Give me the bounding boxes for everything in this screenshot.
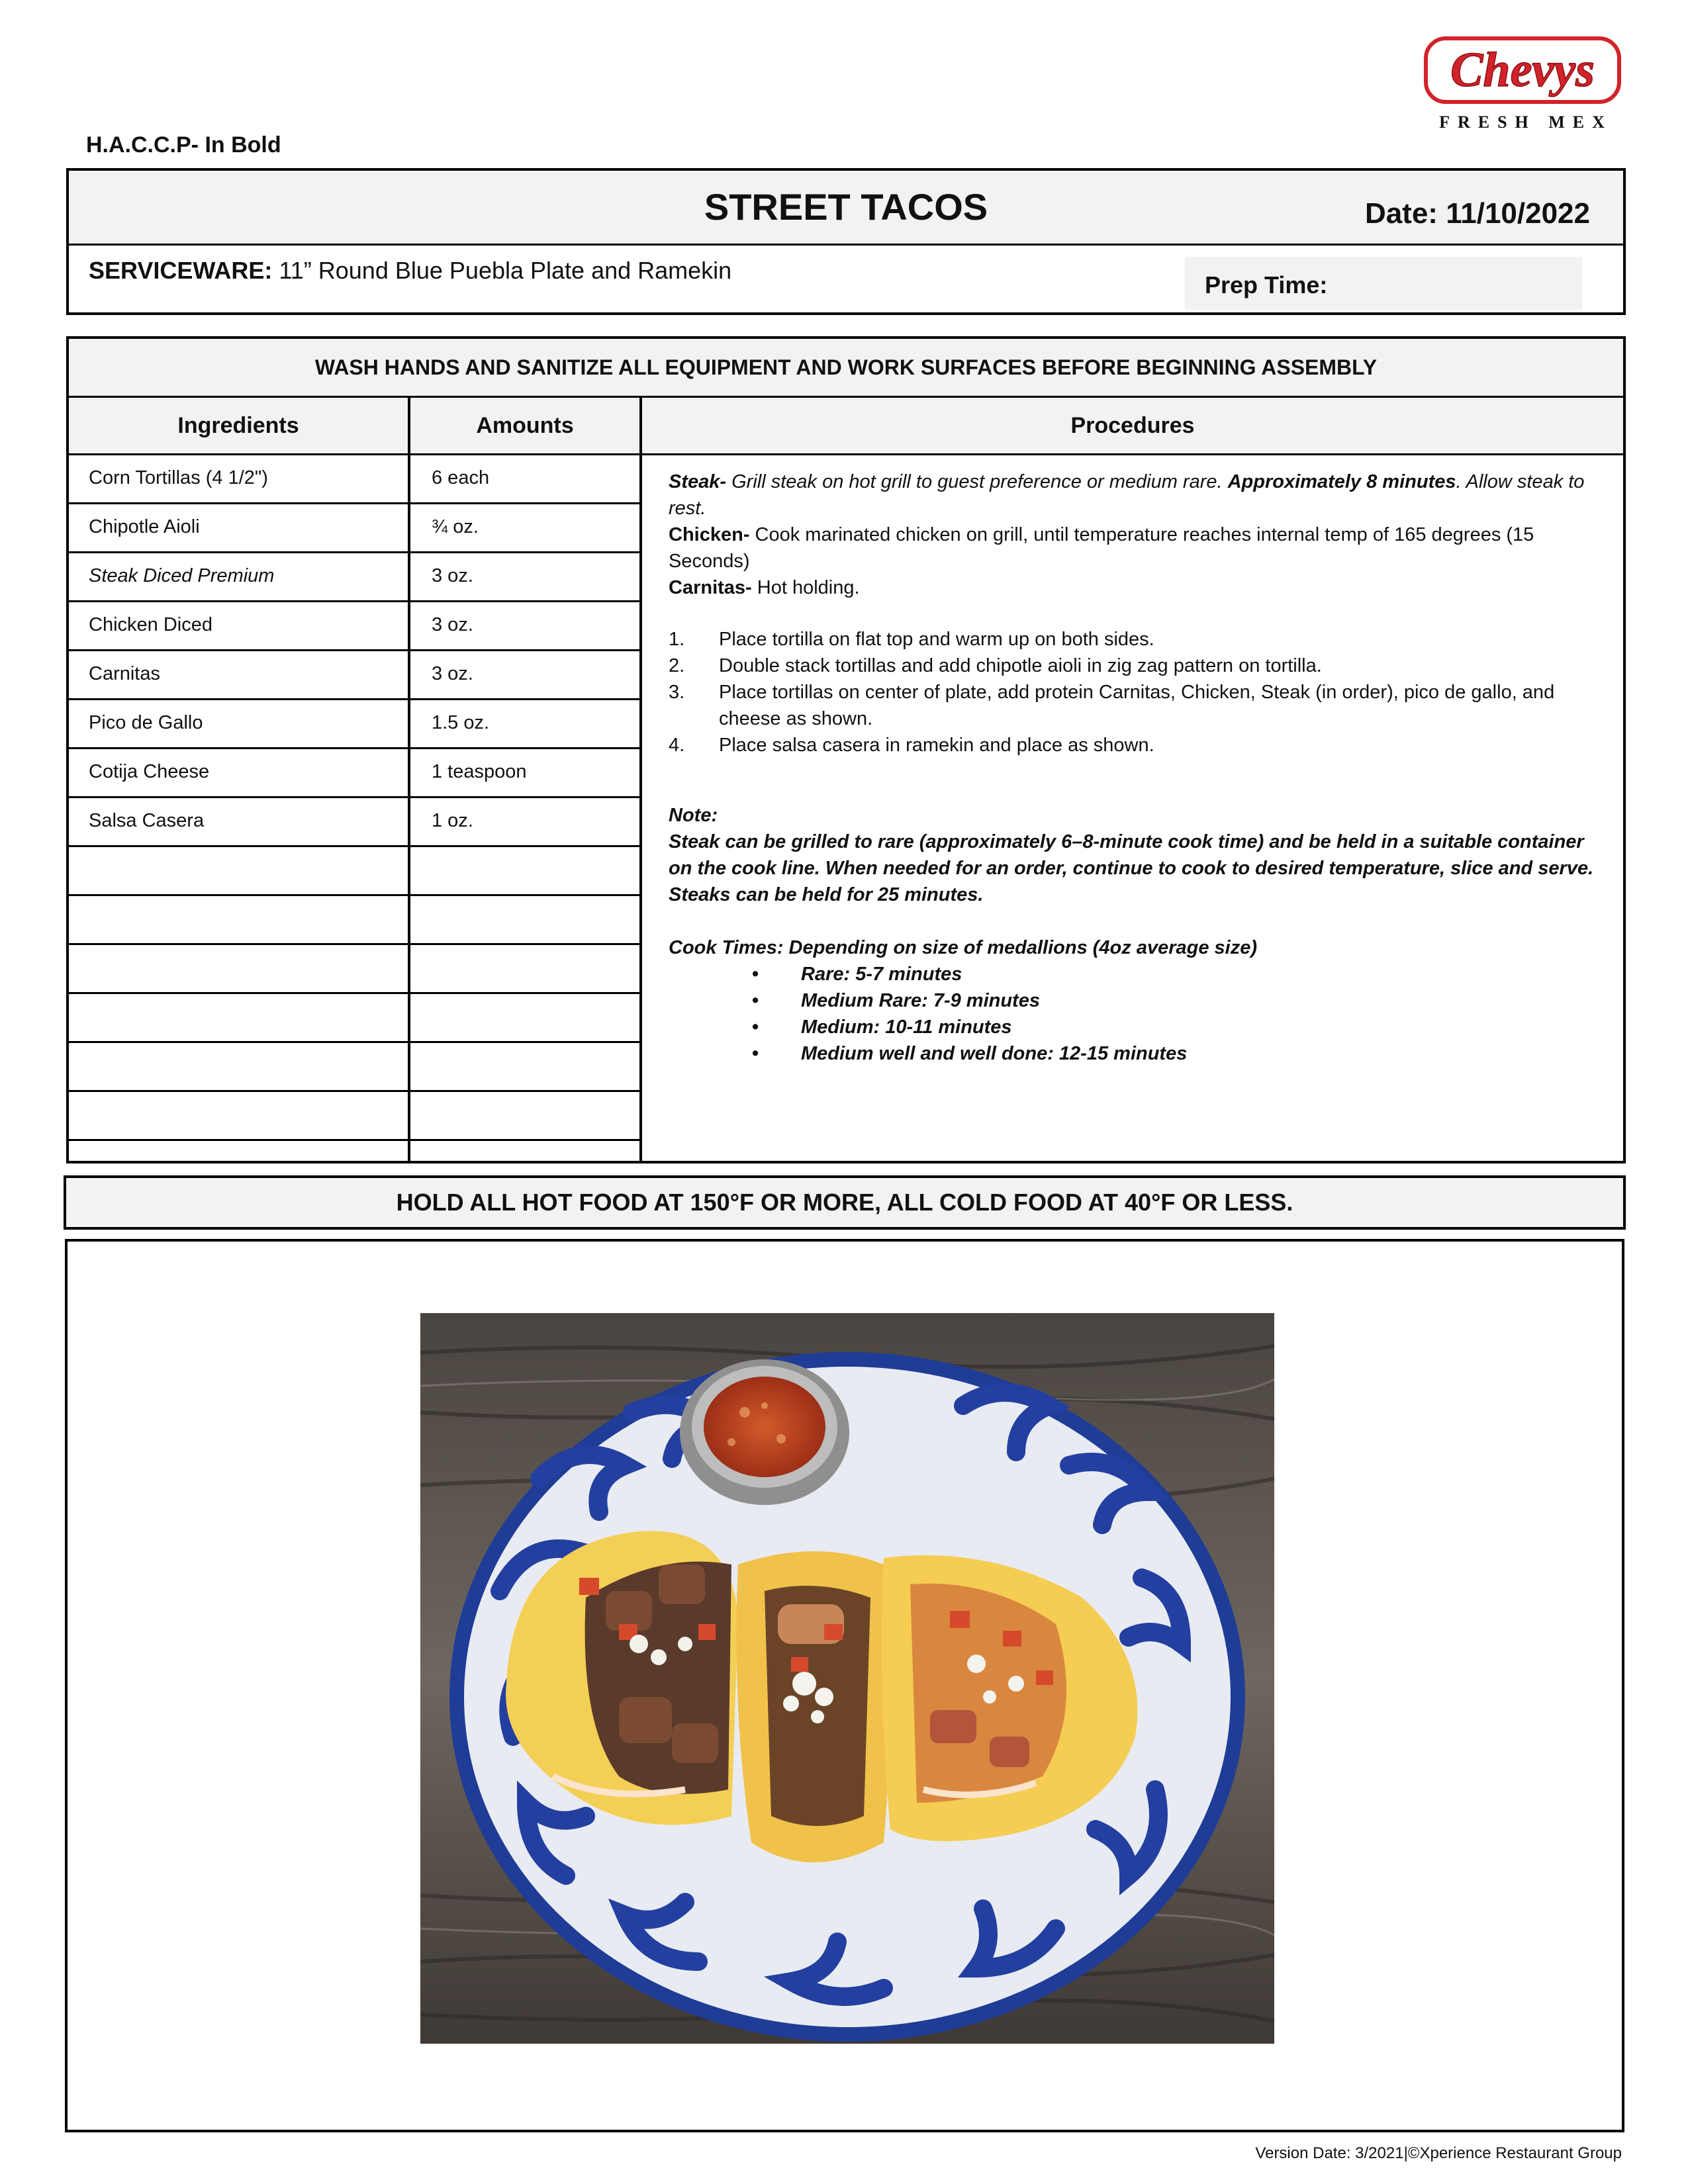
date	[1365, 197, 1590, 230]
cook-time-text: Medium well and well done: 12-15 minutes	[801, 1043, 1188, 1064]
ingredient-amount: 3 oz.	[432, 614, 473, 635]
prep-time-label: Prep Time:	[1205, 271, 1328, 298]
step-text: Place tortilla on flat top and warm up on both sides.	[719, 629, 1154, 650]
ingredient-row	[69, 1043, 639, 1092]
step-text: Place salsa casera in ramekin and place as shown.	[719, 735, 1154, 756]
prep-time-field	[1185, 257, 1582, 310]
ingredient-row	[69, 994, 639, 1043]
ingredient-row	[69, 651, 639, 700]
ingredient-name: Chicken Diced	[89, 614, 212, 635]
note-label: Note:	[669, 805, 718, 826]
ingredient-row	[69, 749, 639, 798]
ingredient-name: Cotija Cheese	[89, 761, 210, 782]
serviceware-value: 11” Round Blue Puebla Plate and Ramekin	[279, 257, 732, 284]
ingredient-name: Corn Tortillas (4 1/2")	[89, 467, 268, 488]
ingredients-header: Ingredients	[69, 398, 408, 455]
carnitas-text: Hot holding.	[751, 577, 860, 598]
ingredient-row	[69, 455, 639, 504]
cook-times-label: Cook Times: Depending on size of medallions (4oz average size)	[669, 937, 1258, 958]
steak-label: Steak-	[669, 471, 727, 492]
ingredient-row	[69, 700, 639, 749]
assembly-step	[669, 653, 1609, 679]
cook-time-item	[669, 961, 1609, 987]
ingredient-row	[69, 847, 639, 896]
note-text: Steak can be grilled to rare (approximately 6–8-minute cook time) and be held in a suitable container on the cook line. When needed for an order, continue to cook to desired temperature, slice and serve. Steaks can be held for 25 minutes.	[669, 831, 1594, 905]
bullet-icon: •	[752, 964, 759, 985]
cook-time-text: Medium Rare: 7-9 minutes	[801, 990, 1040, 1011]
ingredient-row	[69, 602, 639, 651]
assembly-step	[669, 679, 1609, 732]
logo-tagline: FRESH MEX	[1439, 113, 1613, 132]
step-number: 2.	[669, 655, 685, 676]
chicken-text: Cook marinated chicken on grill, until temperature reaches internal temp of 165 degrees (15 Seconds)	[669, 524, 1534, 572]
steak-time: Approximately 8 minutes	[1227, 471, 1456, 492]
steak-text-2: . Allow steak to rest.	[669, 471, 1585, 519]
ingredient-amount: 1.5 oz.	[432, 712, 490, 733]
street-tacos-photo	[420, 1313, 1274, 2044]
ingredient-name: Pico de Gallo	[89, 712, 203, 733]
amounts-header: Amounts	[410, 398, 639, 455]
date-label: Date:	[1364, 197, 1438, 230]
chicken-label: Chicken-	[669, 524, 750, 545]
photo-frame	[65, 1239, 1624, 2132]
cook-time-item	[669, 1040, 1609, 1067]
ingredient-amount: 1 oz.	[432, 810, 473, 831]
recipe-table	[66, 336, 1626, 1163]
ingredient-name: Salsa Casera	[89, 810, 205, 831]
ingredient-name: Carnitas	[89, 663, 160, 684]
carnitas-label: Carnitas-	[669, 577, 752, 598]
ingredient-amount: 6 each	[432, 467, 490, 488]
cook-times-list	[669, 961, 1609, 1067]
chevys-logo	[1423, 33, 1622, 139]
ingredient-row	[69, 798, 639, 847]
bullet-icon: •	[752, 1017, 759, 1038]
chicken-procedure	[669, 522, 1609, 574]
step-number: 3.	[669, 682, 685, 703]
serviceware	[89, 257, 731, 285]
assembly-step	[669, 626, 1609, 653]
column-divider	[639, 398, 642, 1161]
cook-time-text: Rare: 5-7 minutes	[801, 964, 962, 985]
hold-temperature-banner: HOLD ALL HOT FOOD AT 150°F OR MORE, ALL COLD FOOD AT 40°F OR LESS.	[64, 1175, 1626, 1230]
svg-text:Chevys: Chevys	[1450, 43, 1595, 97]
ingredient-row	[69, 504, 639, 553]
procedures-header: Procedures	[642, 398, 1623, 455]
steak-procedure	[669, 469, 1609, 522]
ingredient-amount: 1 teaspoon	[432, 761, 527, 782]
procedures	[669, 469, 1609, 1067]
ingredient-row	[69, 945, 639, 994]
steak-text: Grill steak on hot grill to guest preference or medium rare.	[726, 471, 1228, 492]
ingredient-amount: ¾ oz.	[432, 516, 479, 537]
bullet-icon: •	[752, 1043, 759, 1064]
step-text: Place tortillas on center of plate, add protein Carnitas, Chicken, Steak (in order), pico de gallo, and cheese as shown.	[719, 682, 1555, 729]
ingredient-row	[69, 553, 639, 602]
recipe-header	[66, 168, 1626, 315]
bullet-icon: •	[752, 990, 759, 1011]
step-text: Double stack tortillas and add chipotle aioli in zig zag pattern on tortilla.	[719, 655, 1322, 676]
wash-hands-banner: WASH HANDS AND SANITIZE ALL EQUIPMENT AND WORK SURFACES BEFORE BEGINNING ASSEMBLY	[69, 339, 1623, 398]
serviceware-label: SERVICEWARE:	[89, 257, 273, 284]
step-number: 4.	[669, 735, 685, 756]
ingredient-amount: 3 oz.	[432, 565, 473, 586]
ingredient-name: Chipotle Aioli	[89, 516, 200, 537]
assembly-steps	[669, 626, 1609, 758]
cook-time-item	[669, 987, 1609, 1014]
step-number: 1.	[669, 629, 685, 650]
carnitas-procedure	[669, 574, 1609, 601]
date-value: 11/10/2022	[1446, 197, 1590, 230]
ingredient-row	[69, 896, 639, 945]
cook-time-item	[669, 1014, 1609, 1040]
ingredient-row	[69, 1092, 639, 1141]
haccp-note: H.A.C.C.P- In Bold	[86, 132, 281, 158]
ingredient-rows	[69, 455, 639, 1188]
cook-time-text: Medium: 10-11 minutes	[801, 1017, 1012, 1038]
ingredient-name: Steak Diced Premium	[89, 565, 275, 586]
version-footer: Version Date: 3/2021|©Xperience Restaurant Group	[1255, 2144, 1622, 2162]
recipe-title: STREET TACOS	[704, 186, 988, 228]
header-title-bar	[69, 171, 1623, 246]
assembly-step	[669, 732, 1609, 758]
ingredient-amount: 3 oz.	[432, 663, 473, 684]
chevys-logo-wordmark	[1423, 33, 1622, 106]
